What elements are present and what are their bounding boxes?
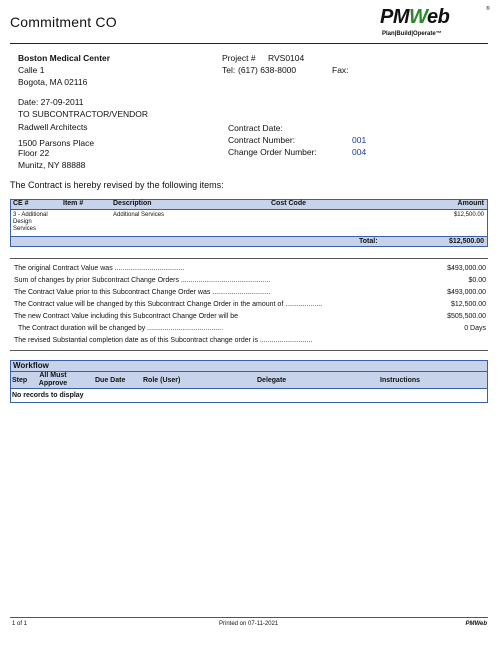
document-date: Date: 27-09-2011: [18, 97, 84, 107]
workflow-title: Workflow: [11, 361, 487, 372]
document-title: Commitment CO: [10, 14, 117, 30]
wf-col-role-user: Role (User): [143, 377, 181, 384]
fax-label: Fax:: [332, 65, 349, 75]
col-ce: CE #: [13, 200, 29, 207]
total-value: $12,500.00: [448, 238, 484, 245]
tel-label: Tel:: [222, 65, 236, 75]
summary-value-duration: 0 Days: [464, 325, 486, 332]
summary-label-prior-changes: Sum of changes by prior Subcontract Change Orders ..............................................: [14, 277, 271, 284]
items-table-header: [11, 200, 487, 210]
summary-value-change-amount: $12,500.00: [450, 301, 486, 308]
vendor-address-line3: Munitz, NY 88888: [18, 160, 86, 170]
table-row: [11, 210, 487, 236]
owner-name: Boston Medical Center: [18, 53, 111, 63]
wf-col-due-date: Due Date: [95, 377, 126, 384]
page-number: 1 of 1: [12, 621, 28, 627]
footer-brand: PMWeb: [465, 621, 487, 627]
summary-label-duration: The Contract duration will be changed by .......................................: [18, 325, 224, 332]
printed-date: Printed on 07-11-2021: [219, 621, 279, 627]
summary-label-prior-value: The Contract Value prior to this Subcontract Change Order was ..............................: [14, 289, 271, 296]
header-divider: [10, 43, 488, 44]
summary-value-new-value: $505,500.00: [447, 313, 486, 320]
logo-registered-mark: ®: [486, 6, 490, 12]
row-description: Additional Services: [113, 212, 165, 218]
to-subcontractor-heading: TO SUBCONTRACTOR/VENDOR: [18, 109, 149, 119]
row-amount: $12,500.00: [453, 212, 484, 218]
total-row: [10, 236, 488, 247]
wf-col-delegate: Delegate: [257, 377, 287, 384]
revised-items-heading: The Contract is hereby revised by the following items:: [10, 180, 224, 190]
row-ce: 3 - Additional Design Services: [13, 212, 48, 232]
wf-col-step: Step: [12, 377, 28, 384]
vendor-address-line1: 1500 Parsons Place: [18, 138, 95, 148]
col-cost-code: Cost Code: [271, 200, 306, 207]
workflow-panel: [10, 360, 488, 403]
footer-divider: [10, 617, 488, 618]
summary-value-prior-changes: $0.00: [468, 277, 486, 284]
summary-label-original: The original Contract Value was ....................................: [14, 265, 185, 272]
col-description: Description: [113, 200, 152, 207]
pmweb-logo: [380, 6, 492, 40]
summary-label-change-amount: The Contract value will be changed by this Subcontract Change Order in the amount of ...................: [14, 301, 323, 308]
owner-address-line1: Calle 1: [18, 65, 45, 75]
summary-label-completion-date: The revised Substantial completion date as of this Subcontract change order is ...........................: [14, 337, 313, 344]
workflow-table-header: [11, 372, 487, 389]
wf-col-all-must-approve: All Must Approve: [38, 372, 68, 387]
summary-value-original: $493,000.00: [447, 265, 486, 272]
project-label: Project #: [222, 53, 256, 63]
summary-divider-top: [10, 258, 488, 259]
logo-wordmark: PMWeb: [380, 6, 450, 28]
vendor-address-line2: Floor 22: [18, 148, 50, 158]
owner-address-line2: Bogota, MA 02116: [18, 77, 88, 87]
contract-date-label: Contract Date:: [228, 123, 283, 133]
col-amount: Amount: [457, 200, 484, 207]
summary-label-new-value: The new Contract Value including this Subcontract Change Order will be: [14, 313, 238, 320]
vendor-name: Radwell Architects: [18, 122, 88, 132]
tel-value: (617) 638-8000: [238, 65, 297, 75]
change-order-number-label: Change Order Number:: [228, 147, 317, 157]
workflow-empty-message: No records to display: [12, 392, 84, 399]
col-item: Item #: [63, 200, 84, 207]
logo-tagline: Plan|Build|Operate™: [382, 31, 442, 37]
change-order-number-value: 004: [352, 147, 367, 157]
project-number: RVS0104: [268, 53, 305, 63]
wf-col-instructions: Instructions: [380, 377, 421, 384]
summary-divider-bottom: [10, 350, 488, 351]
total-label: Total:: [359, 238, 378, 245]
items-table: [10, 199, 488, 237]
summary-value-prior-value: $493,000.00: [447, 289, 486, 296]
contract-number-value: 001: [352, 135, 367, 145]
contract-number-label: Contract Number:: [228, 135, 296, 145]
